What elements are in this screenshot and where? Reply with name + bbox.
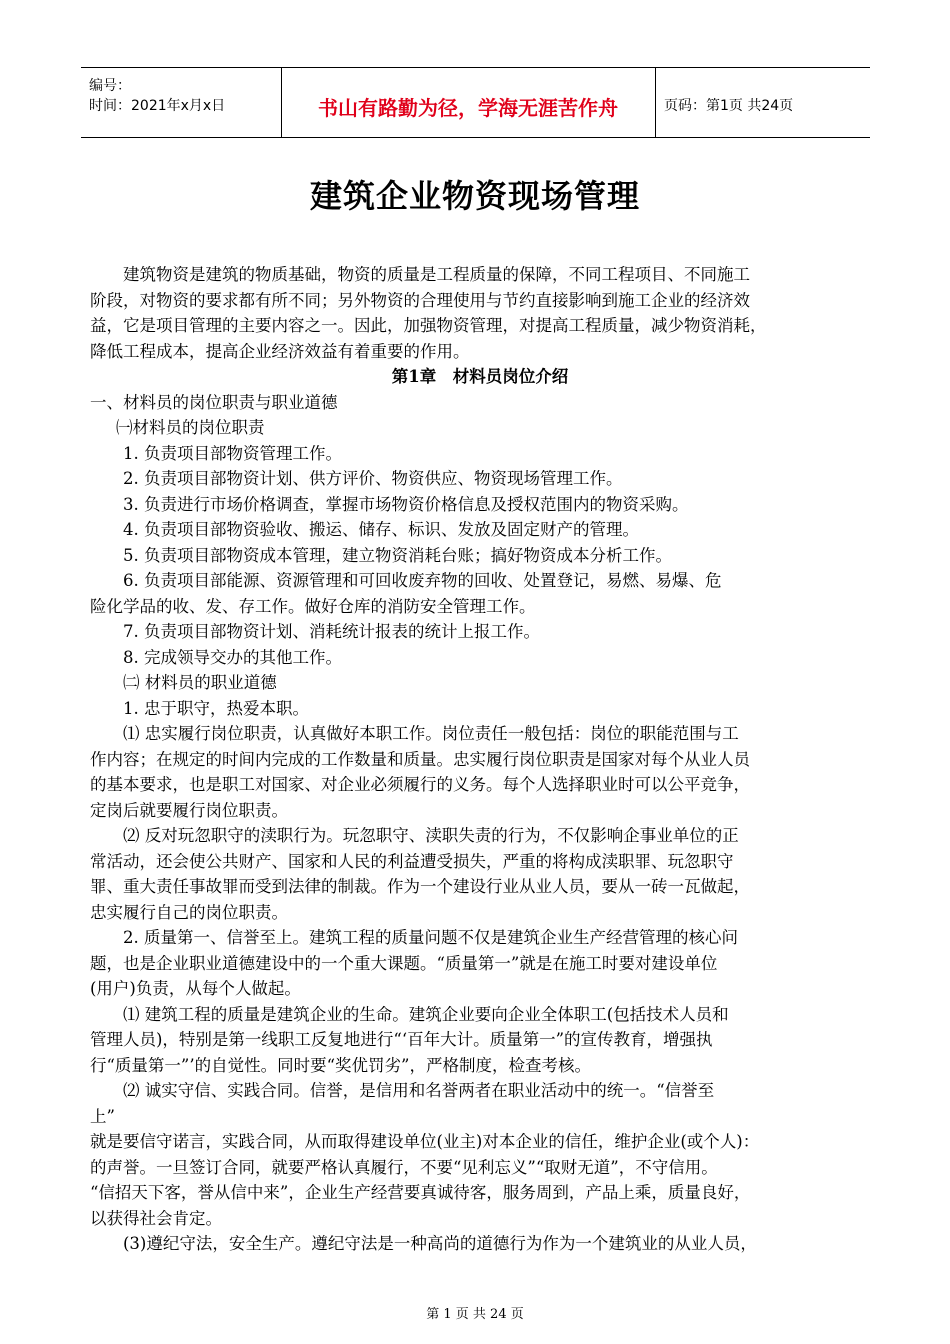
list-item: 2. 负责项目部物资计划、供方评价、物资供应、物资现场管理工作。 bbox=[123, 469, 623, 488]
paragraph-line: “信招天下客，誉从信中来”，企业生产经营要真诚待客，服务周到，产品上乘，质量良好， bbox=[90, 1183, 751, 1202]
paragraph-line: 忠实履行自己的岗位职责。 bbox=[90, 902, 288, 922]
paragraph-line: 行“质量第一”’的自觉性。同时要“奖优罚劣”，严格制度，检查考核。 bbox=[90, 1055, 591, 1075]
subsection-heading: ㈡ 材料员的职业道德 bbox=[123, 673, 277, 692]
list-item: 3. 负责进行市场价格调查，掌握市场物资价格信息及授权范围内的物资采购。 bbox=[123, 494, 689, 514]
paragraph-line: ⑵ 诚实守信、实践合同。信誉，是信用和名誉两者在职业活动中的统一。“信誉至 bbox=[123, 1081, 715, 1100]
page-info: 页码：第1页 共24页 bbox=[664, 98, 794, 114]
page-footer: 第 1 页 共 24 页 bbox=[426, 1307, 524, 1322]
paragraph-line: ⑴ 忠实履行岗位职责，认真做好本职工作。岗位责任一般包括：岗位的职能范围与工 bbox=[123, 724, 739, 743]
paragraph-line: 常活动，还会使公共财产、国家和人民的利益遭受损失，严重的将构成渎职罪、玩忽职守 bbox=[90, 851, 734, 871]
paragraph-line: 就是要信守诺言，实践合同，从而取得建设单位(业主)对本企业的信任，维护企业(或个人)： bbox=[90, 1132, 760, 1151]
list-item: 6. 负责项目部能源、资源管理和可回收废弃物的回收、处置登记，易燃、易爆、危 bbox=[123, 571, 722, 590]
page-header bbox=[81, 67, 870, 138]
list-item: 7. 负责项目部物资计划、消耗统计报表的统计上报工作。 bbox=[123, 622, 540, 641]
paragraph-line: 定岗后就要履行岗位职责。 bbox=[90, 800, 288, 820]
chapter-heading: 第1章 材料员岗位介绍 bbox=[391, 367, 569, 386]
paragraph-line: 作内容；在规定的时间内完成的工作数量和质量。忠实履行岗位职责是国家对每个从业人员 bbox=[90, 749, 750, 769]
paragraph-line: 罪、重大责任事故罪而受到法律的制裁。作为一个建设行业从业人员，要从一砖一瓦做起， bbox=[90, 877, 750, 896]
header-motto-cell bbox=[281, 68, 656, 137]
paragraph-line: 题，也是企业职业道德建设中的一个重大课题。“质量第一”就是在施工时要对建设单位 bbox=[90, 953, 718, 973]
list-item: 4. 负责项目部物资验收、搬运、储存、标识、发放及固定财产的管理。 bbox=[123, 520, 639, 539]
header-meta-cell bbox=[81, 68, 282, 137]
paragraph-line: 以获得社会肯定。 bbox=[90, 1208, 222, 1228]
list-item: 1. 负责项目部物资管理工作。 bbox=[123, 443, 342, 463]
paragraph-line: 险化学品的收、发、存工作。做好仓库的消防安全管理工作。 bbox=[90, 596, 536, 616]
document-title: 建筑企业物资现场管理 bbox=[309, 177, 640, 215]
paragraph-line: 降低工程成本，提高企业经济效益有着重要的作用。 bbox=[90, 341, 470, 361]
number-label: 编号： bbox=[89, 78, 131, 94]
paragraph-line: 的声誉。一旦签订合同，就要严格认真履行，不要“见利忘义”“取财无道”，不守信用。 bbox=[90, 1157, 718, 1177]
paragraph-line: 的基本要求，也是职工对国家、对企业必须履行的义务。每个人选择职业时可以公平竞争， bbox=[90, 775, 750, 794]
paragraph-line: (用户)负责，从每个人做起。 bbox=[90, 979, 301, 998]
paragraph-line: ⑵ 反对玩忽职守的渎职行为。玩忽职守、渎职失责的行为，不仅影响企事业单位的正 bbox=[123, 826, 739, 845]
list-item: 8. 完成领导交办的其他工作。 bbox=[123, 647, 342, 667]
header-page-cell bbox=[656, 68, 870, 137]
section-heading: 一、材料员的岗位职责与职业道德 bbox=[90, 392, 338, 412]
motto: 书山有路勤为径，学海无涯苦作舟 bbox=[318, 96, 618, 120]
paragraph-line: 益，它是项目管理的主要内容之一。因此，加强物资管理，对提高工程质量，减少物资消耗， bbox=[90, 316, 767, 335]
document-body bbox=[90, 262, 870, 1257]
time-label: 时间：2021年x月x日 bbox=[89, 98, 226, 114]
paragraph-line: 2. 质量第一、信誉至上。建筑工程的质量问题不仅是建筑企业生产经营管理的核心问 bbox=[123, 928, 738, 947]
paragraph-line: 管理人员)，特别是第一线职工反复地进行“‘百年大计。质量第一”的宣传教育，增强执 bbox=[90, 1030, 713, 1049]
paragraph-line: 阶段，对物资的要求都有所不同；另外物资的合理使用与节约直接影响到施工企业的经济效 bbox=[90, 290, 750, 310]
list-item: 5. 负责项目部物资成本管理，建立物资消耗台账；搞好物资成本分析工作。 bbox=[123, 545, 672, 565]
paragraph-line: ⑴ 建筑工程的质量是建筑企业的生命。建筑企业要向企业全体职工(包括技术人员和 bbox=[123, 1004, 729, 1024]
paragraph-line: 建筑物资是建筑的物质基础，物资的质量是工程质量的保障，不同工程项目、不同施工 bbox=[123, 265, 750, 284]
subsection-heading: ㈠材料员的岗位职责 bbox=[116, 418, 265, 437]
paragraph-line: (3)遵纪守法，安全生产。遵纪守法是一种高尚的道德行为作为一个建筑业的从业人员， bbox=[123, 1234, 757, 1253]
paragraph-line: 上” bbox=[90, 1106, 115, 1126]
list-item: 1. 忠于职守，热爱本职。 bbox=[123, 698, 309, 718]
